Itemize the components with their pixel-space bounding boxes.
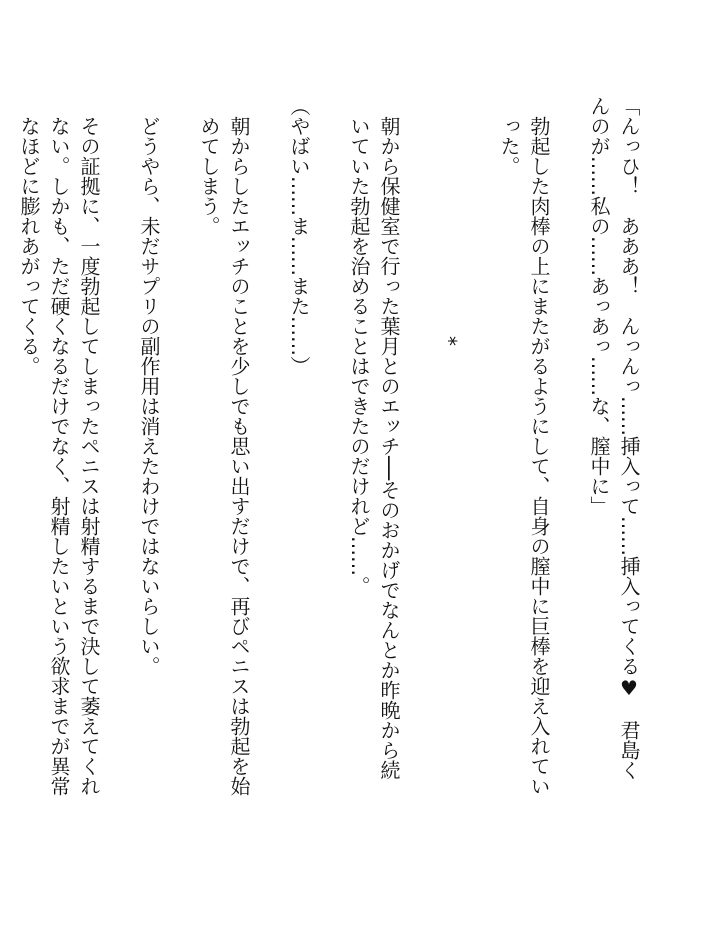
blank-line: [554, 96, 584, 796]
scene-break-asterisk: *: [437, 336, 461, 346]
blank-line: [104, 96, 134, 796]
vertical-text-body: [0, 96, 644, 796]
paragraph-dialogue-1: 「んっひ！ あああ！ んっんっ……挿入って……挿入ってくる♥ 君島くんのが……私の……あっあっ……な、膣中に」: [587, 96, 641, 780]
blank-line: [314, 96, 344, 796]
paragraph-narration-4: どうやら、未だサプリの副作用は消えたわけではないらしい。: [137, 116, 161, 676]
paragraph-narration-2: 朝から保健室で行った葉月とのエッチ──そのおかげでなんとか昨晩から続いていた勃起を治めることはできたのだけれど……。: [347, 116, 401, 781]
paragraph-narration-1: 勃起した肉棒の上にまたがるようにして、自身の膣中に巨棒を迎え入れていった。: [497, 116, 551, 796]
blank-line: [404, 96, 434, 796]
blank-line: [254, 96, 284, 796]
paragraph-narration-3: 朝からしたエッチのことを少しでも思い出すだけで、再びペニスは勃起を始めてしまう。: [197, 116, 251, 796]
blank-line: [164, 96, 194, 796]
blank-line: [0, 96, 14, 796]
paragraph-narration-5: その証拠に、一度勃起してしまったペニスは射精するまで決して萎えてくれない。しかも、ただ硬くなるだけでなく、射精したいという欲求までが異常なほどに膨れあがってくる。: [17, 116, 101, 796]
blank-line: [464, 96, 494, 796]
paragraph-thought: （やばい……ま……また……）: [287, 96, 311, 376]
